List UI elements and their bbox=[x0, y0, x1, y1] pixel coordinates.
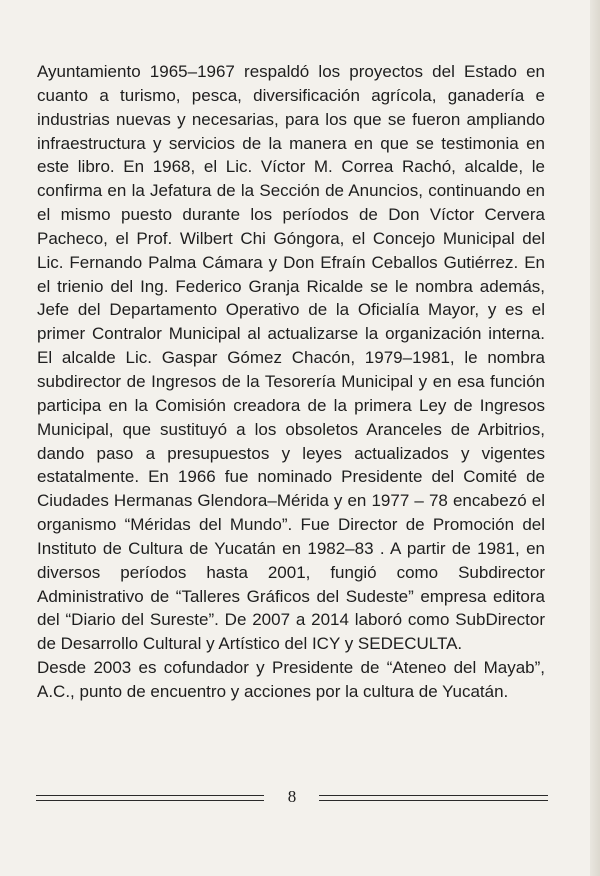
paragraph-1: Ayuntamiento 1965–1967 respaldó los proyectos del Estado en cuanto a turismo, pesca, diversificación agrícola, ganadería e industrias nuevas y necesarias, para los que se fueron ampliando infraestructura y servicios de la manera en que se testimonia en este libro. En 1968, el Lic. Víctor M. Correa Rachó, alcalde, le confirma en la Jefatura de la Sección de Anuncios, continuando en el mismo puesto durante los períodos de Don Víctor Cervera Pacheco, el Prof. Wilbert Chi Góngora, el Concejo Municipal del Lic. Fernando Palma Cámara y Don Efraín Ceballos Gutiérrez. En el trienio del Ing. Federico Granja Ricalde se le nombra además, Jefe del Departamento Operativo de la Oficialía Mayor, y es el primer Contralor Municipal al actualizarse la organización interna. El alcalde Lic. Gaspar Gómez Chacón, 1979–1981, le nombra subdirector de Ingresos de la Tesorería Municipal y en esa función participa en la Comisión creadora de la primera Ley de Ingresos Municipal, que sustituyó a los obsoletos Aranceles de Arbitrios, dando paso a presupuestos y leyes actualizados y vigentes estatalmente. En 1966 fue nominado Presidente del Comité de Ciudades Hermanas Glendora–Mérida y en 1977 – 78 encabezó el organismo “Méridas del Mundo”. Fue Director de Promoción del Instituto de Cultura de Yucatán en 1982–83 . A partir de 1981, en diversos períodos hasta 2001, fungió como Subdirector Administrativo de “Talleres Gráficos del Sudeste” empresa editora del “Diario del Sureste”. De 2007 a 2014 laboró como SubDirector de Desarrollo Cultural y Artístico del ICY y SEDECULTA. bbox=[37, 62, 545, 654]
page-number: 8 bbox=[287, 787, 297, 806]
paragraph-2: Desde 2003 es cofundador y Presidente de “Ateneo del Mayab”, A.C., punto de encuentro y acciones por la cultura de Yucatán. bbox=[37, 658, 545, 701]
page-edge bbox=[590, 0, 600, 876]
page-footer bbox=[36, 786, 548, 808]
body-text bbox=[37, 60, 545, 704]
footer-rule-right bbox=[319, 795, 548, 801]
